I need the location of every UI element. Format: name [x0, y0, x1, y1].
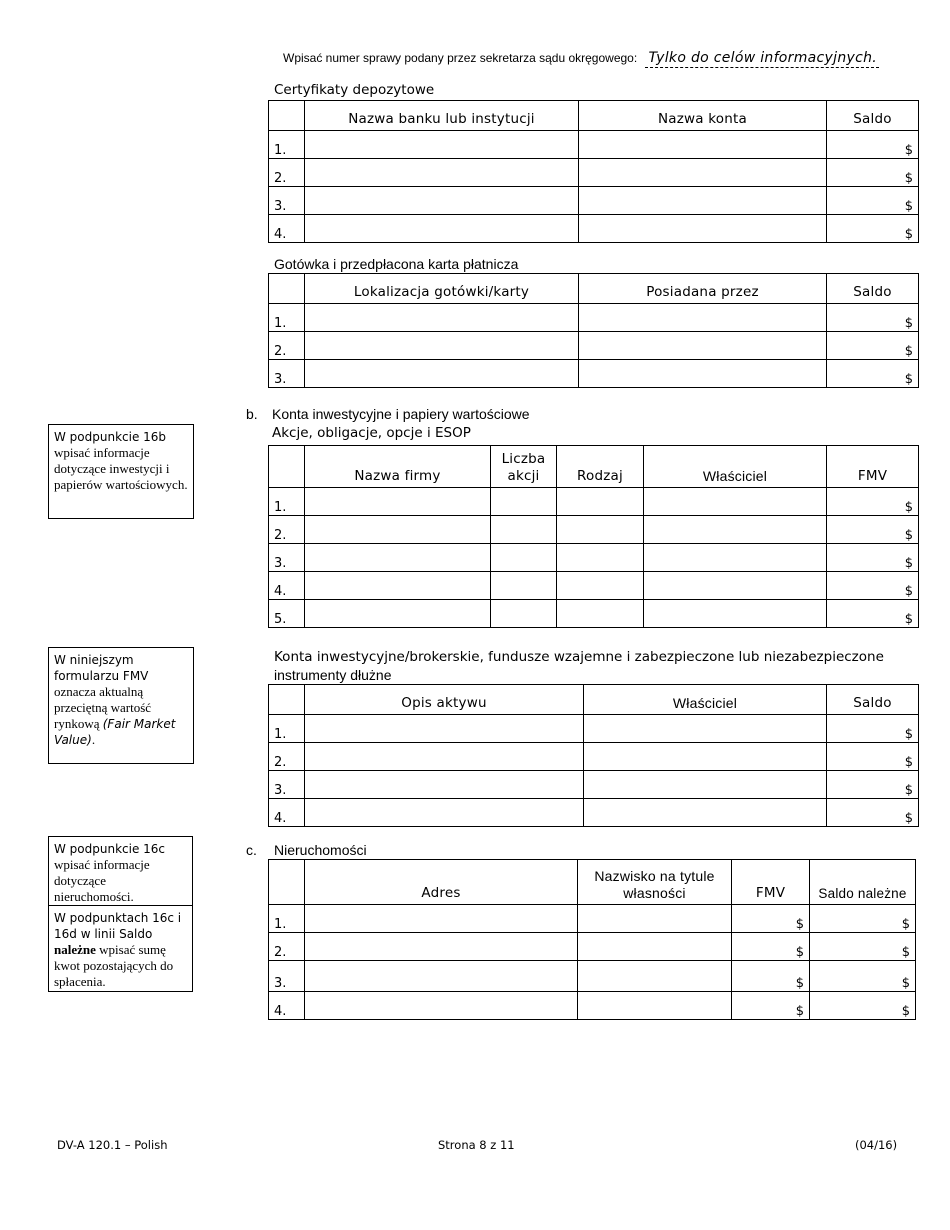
title-name-cell[interactable]	[578, 905, 732, 933]
location-cell[interactable]	[305, 360, 579, 388]
column-header: Nazwa banku lub instytucji	[305, 101, 579, 131]
table-row	[269, 933, 916, 961]
column-header: Saldo należne	[810, 860, 916, 905]
table-row	[269, 992, 916, 1020]
column-header: Nazwa konta	[579, 101, 827, 131]
case-number-field[interactable]: Tylko do celów informacyjnych.	[645, 50, 879, 68]
balance-due-cell[interactable]: $	[810, 961, 916, 992]
row-number: 4.	[269, 799, 305, 827]
note-fmv	[48, 647, 194, 764]
owner-cell[interactable]	[644, 544, 827, 572]
owner-cell[interactable]	[584, 799, 827, 827]
type-cell[interactable]	[557, 516, 644, 544]
section-c-title: Nieruchomości	[274, 842, 367, 858]
balance-cell[interactable]: $	[827, 332, 919, 360]
shares-cell[interactable]	[491, 600, 557, 628]
column-header: Nazwisko na tytule własności	[578, 860, 732, 905]
footer-form-id: DV-A 120.1 – Polish	[57, 1138, 168, 1152]
table-row	[269, 304, 919, 332]
note-body: wpisać sumę kwot pozostających do spłacenia.	[54, 942, 174, 989]
held-by-cell[interactable]	[579, 332, 827, 360]
row-number: 3.	[269, 961, 305, 992]
column-header: Opis aktywu	[305, 685, 584, 715]
title-name-cell[interactable]	[578, 992, 732, 1020]
footer-revision: (04/16)	[855, 1138, 898, 1152]
cash-title: Gotówka i przedpłacona karta płatnicza	[274, 256, 519, 272]
note-16b	[48, 424, 194, 519]
asset-description-cell[interactable]	[305, 715, 584, 743]
owner-cell[interactable]	[584, 715, 827, 743]
note-italic: (Fair Market Value)	[54, 717, 176, 747]
note-body: wpisać informacje dotyczące nieruchomości.	[54, 857, 150, 904]
table-row	[269, 131, 919, 159]
column-header: Saldo	[827, 101, 919, 131]
location-cell[interactable]	[305, 332, 579, 360]
table-row	[269, 600, 919, 628]
owner-cell[interactable]	[584, 771, 827, 799]
note-16c	[48, 836, 193, 906]
column-header: Lokalizacja gotówki/karty	[305, 274, 579, 304]
asset-description-cell[interactable]	[305, 799, 584, 827]
type-cell[interactable]	[557, 572, 644, 600]
section-b-subtitle: Akcje, obligacje, opcje i ESOP	[272, 425, 471, 441]
row-number: 2.	[269, 516, 305, 544]
row-number: 1.	[269, 905, 305, 933]
table-row	[269, 360, 919, 388]
note-lead: W podpunktach 16c i 16d w linii Saldo	[54, 911, 182, 941]
corner-cell	[269, 685, 305, 715]
bank-name-cell[interactable]	[305, 187, 579, 215]
table-row	[269, 544, 919, 572]
note-bold: należne	[54, 942, 96, 957]
table-header-row	[269, 446, 919, 488]
balance-cell[interactable]: $	[827, 715, 919, 743]
table-row	[269, 516, 919, 544]
stocks-table	[268, 445, 919, 628]
row-number: 5.	[269, 600, 305, 628]
table-row	[269, 332, 919, 360]
row-number: 1.	[269, 131, 305, 159]
table-row	[269, 961, 916, 992]
fmv-cell[interactable]: $	[732, 992, 810, 1020]
column-header: Nazwa firmy	[305, 446, 491, 488]
brokerage-title-line1: Konta inwestycyjne/brokerskie, fundusze wzajemne i zabezpieczone lub niezabezpieczone	[274, 649, 884, 665]
note-body: wpisać informacje dotyczące inwestycji i papierów wartościowych.	[54, 445, 188, 492]
shares-cell[interactable]	[491, 488, 557, 516]
row-number: 2.	[269, 743, 305, 771]
owner-cell[interactable]	[644, 600, 827, 628]
title-name-cell[interactable]	[578, 933, 732, 961]
balance-cell[interactable]: $	[827, 159, 919, 187]
fmv-cell[interactable]: $	[827, 516, 919, 544]
real-estate-table	[268, 859, 916, 1020]
certificates-table	[268, 100, 919, 243]
shares-cell[interactable]	[491, 572, 557, 600]
row-number: 1.	[269, 715, 305, 743]
shares-cell[interactable]	[491, 544, 557, 572]
balance-cell[interactable]: $	[827, 187, 919, 215]
balance-cell[interactable]: $	[827, 131, 919, 159]
table-header-row	[269, 685, 919, 715]
table-row	[269, 743, 919, 771]
section-b-title: Konta inwestycyjne i papiery wartościowe	[272, 406, 530, 422]
section-c-letter: c.	[246, 842, 257, 858]
row-number: 3.	[269, 544, 305, 572]
column-header: Saldo	[827, 685, 919, 715]
bank-name-cell[interactable]	[305, 131, 579, 159]
note-lead: W niniejszym formularzu FMV	[54, 653, 149, 683]
type-cell[interactable]	[557, 544, 644, 572]
column-header: Właściciel	[584, 685, 827, 715]
cash-table	[268, 273, 919, 388]
note-lead: W podpunkcie 16c	[54, 842, 166, 856]
shares-cell[interactable]	[491, 516, 557, 544]
address-cell[interactable]	[305, 905, 578, 933]
table-header-row	[269, 274, 919, 304]
corner-cell	[269, 101, 305, 131]
type-cell[interactable]	[557, 488, 644, 516]
owner-cell[interactable]	[644, 516, 827, 544]
account-name-cell[interactable]	[579, 159, 827, 187]
balance-due-cell[interactable]: $	[810, 933, 916, 961]
balance-cell[interactable]: $	[827, 771, 919, 799]
balance-due-cell[interactable]: $	[810, 905, 916, 933]
case-number-row	[283, 50, 879, 68]
table-row	[269, 488, 919, 516]
case-number-label: Wpisać numer sprawy podany przez sekretarza sądu okręgowego:	[283, 51, 638, 65]
company-cell[interactable]	[305, 600, 491, 628]
bank-name-cell[interactable]	[305, 159, 579, 187]
balance-cell[interactable]: $	[827, 799, 919, 827]
row-number: 1.	[269, 488, 305, 516]
account-name-cell[interactable]	[579, 187, 827, 215]
account-name-cell[interactable]	[579, 131, 827, 159]
brokerage-title-line2: instrumenty dłużne	[274, 667, 392, 683]
column-header: Saldo	[827, 274, 919, 304]
fmv-cell[interactable]: $	[732, 933, 810, 961]
fmv-cell[interactable]: $	[732, 905, 810, 933]
table-row	[269, 715, 919, 743]
fmv-cell[interactable]: $	[827, 572, 919, 600]
balance-due-cell[interactable]: $	[810, 992, 916, 1020]
bank-name-cell[interactable]	[305, 215, 579, 243]
row-number: 2.	[269, 159, 305, 187]
balance-cell[interactable]: $	[827, 215, 919, 243]
fmv-cell[interactable]: $	[732, 961, 810, 992]
title-name-cell[interactable]	[578, 961, 732, 992]
company-cell[interactable]	[305, 544, 491, 572]
table-header-row	[269, 101, 919, 131]
row-number: 4.	[269, 572, 305, 600]
fmv-cell[interactable]: $	[827, 488, 919, 516]
asset-description-cell[interactable]	[305, 771, 584, 799]
address-cell[interactable]	[305, 933, 578, 961]
row-number: 4.	[269, 215, 305, 243]
location-cell[interactable]	[305, 304, 579, 332]
held-by-cell[interactable]	[579, 360, 827, 388]
table-row	[269, 572, 919, 600]
corner-cell	[269, 274, 305, 304]
company-cell[interactable]	[305, 572, 491, 600]
column-header: FMV	[732, 860, 810, 905]
note-lead: W podpunkcie 16b	[54, 430, 167, 444]
owner-cell[interactable]	[584, 743, 827, 771]
column-header: Adres	[305, 860, 578, 905]
address-cell[interactable]	[305, 992, 578, 1020]
asset-description-cell[interactable]	[305, 743, 584, 771]
table-row	[269, 215, 919, 243]
row-number: 3.	[269, 187, 305, 215]
address-cell[interactable]	[305, 961, 578, 992]
column-header: Właściciel	[644, 446, 827, 488]
corner-cell	[269, 860, 305, 905]
note-body: oznacza aktualną przeciętną wartość rynkową	[54, 684, 152, 731]
row-number: 1.	[269, 304, 305, 332]
row-number: 3.	[269, 771, 305, 799]
row-number: 2.	[269, 933, 305, 961]
row-number: 2.	[269, 332, 305, 360]
section-b-letter: b.	[246, 406, 258, 422]
brokerage-table	[268, 684, 919, 827]
account-name-cell[interactable]	[579, 215, 827, 243]
table-row	[269, 187, 919, 215]
note-end: .	[91, 732, 96, 747]
company-cell[interactable]	[305, 488, 491, 516]
fmv-cell[interactable]: $	[827, 600, 919, 628]
type-cell[interactable]	[557, 600, 644, 628]
balance-cell[interactable]: $	[827, 743, 919, 771]
certificates-title: Certyfikaty depozytowe	[274, 82, 435, 98]
column-header: Liczba akcji	[491, 446, 557, 488]
column-header: FMV	[827, 446, 919, 488]
note-16c-16d	[48, 905, 193, 992]
column-header: Posiadana przez	[579, 274, 827, 304]
balance-cell[interactable]: $	[827, 304, 919, 332]
row-number: 3.	[269, 360, 305, 388]
column-header: Rodzaj	[557, 446, 644, 488]
table-row	[269, 905, 916, 933]
owner-cell[interactable]	[644, 488, 827, 516]
footer-page-number: Strona 8 z 11	[438, 1138, 515, 1152]
held-by-cell[interactable]	[579, 304, 827, 332]
company-cell[interactable]	[305, 516, 491, 544]
owner-cell[interactable]	[644, 572, 827, 600]
balance-cell[interactable]: $	[827, 360, 919, 388]
table-header-row	[269, 860, 916, 905]
table-row	[269, 771, 919, 799]
table-row	[269, 159, 919, 187]
table-row	[269, 799, 919, 827]
row-number: 4.	[269, 992, 305, 1020]
fmv-cell[interactable]: $	[827, 544, 919, 572]
corner-cell	[269, 446, 305, 488]
